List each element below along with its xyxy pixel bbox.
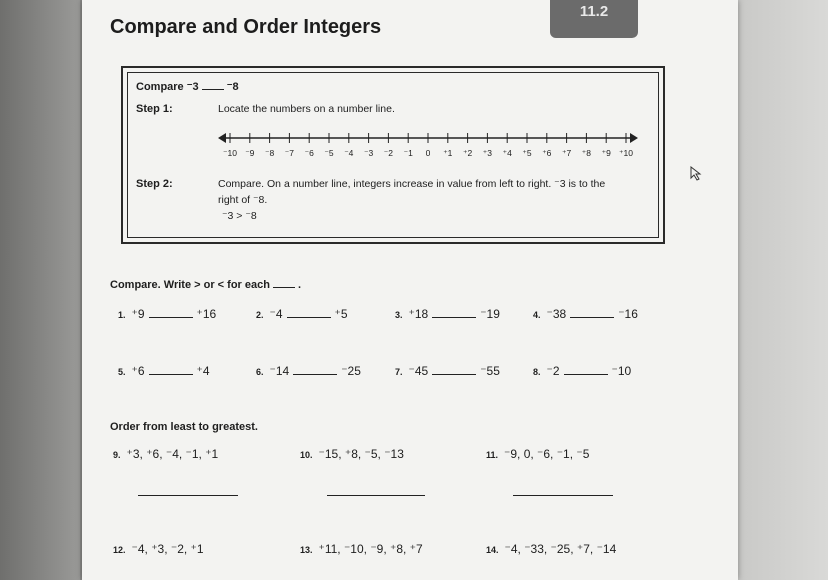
number-line-tick-label: ⁺7 [561,148,572,158]
number-line-tick-label: ⁻1 [403,148,413,158]
step2-label: Step 2: [136,178,173,190]
compare-blank [202,89,224,90]
problem-number: 3. [395,310,403,320]
problem-right-value: ⁻25 [341,364,361,378]
problem-left-value: ⁻45 [408,364,429,378]
problem-left-value: ⁻14 [269,364,290,378]
step2-line1: Compare. On a number line, integers increase in value from left to right. ⁻3 is to the [218,178,606,190]
compare-problem-5 [118,364,210,378]
mouse-cursor-icon [690,166,702,182]
problem-left-value: ⁻4 [269,307,283,321]
problem-values: ⁻4, ⁺3, ⁻2, ⁺1 [131,542,204,556]
example-compare-label: Compare ⁻3 ⁻8 [136,81,239,93]
number-line-tick-label: ⁻4 [344,148,354,158]
number-line [218,128,638,158]
problem-number: 12. [113,545,126,555]
compare-problem-3 [395,307,500,321]
problem-right-value: ⁻16 [618,307,638,321]
problem-number: 10. [300,450,313,460]
step1-text: Locate the numbers on a number line. [218,103,395,115]
answer-blank[interactable] [287,317,331,318]
number-line-tick-label: ⁻5 [324,148,334,158]
compare-problem-6 [256,364,361,378]
number-line-tick-label: ⁺1 [443,148,453,158]
problem-number: 14. [486,545,499,555]
number-line-tick-label: ⁺10 [619,148,633,158]
problem-values: ⁻15, ⁺8, ⁻5, ⁻13 [318,447,404,461]
problem-number: 4. [533,310,541,320]
compare-a: ⁻3 [186,81,199,93]
number-line-tick-label: ⁻10 [223,148,237,158]
number-line-tick-label: ⁺6 [542,148,552,158]
compare-problem-8 [533,364,631,378]
answer-line-10[interactable] [327,495,425,496]
problem-values: ⁻4, ⁻33, ⁻25, ⁺7, ⁻14 [504,542,617,556]
background-left [0,0,80,580]
compare-problem-2 [256,307,348,321]
answer-blank[interactable] [432,317,476,318]
order-problem-14 [486,542,616,556]
problem-number: 11. [486,450,499,460]
compare-problem-7 [395,364,500,378]
order-problem-9 [113,447,218,461]
instruction-blank [273,287,295,288]
background-right [738,0,828,580]
number-line-labels [218,148,638,160]
answer-blank[interactable] [432,374,476,375]
page-title: Compare and Order Integers [110,16,382,38]
left-arrow-icon [218,133,226,143]
problem-left-value: ⁺18 [408,307,429,321]
problem-left-value: ⁺6 [131,364,145,378]
step1-label: Step 1: [136,103,173,115]
lesson-number-tab: 11.2 [550,0,638,38]
section2-instruction: Order from least to greatest. [110,421,258,433]
order-problem-12 [113,542,204,556]
answer-line-11[interactable] [513,495,613,496]
order-problem-11 [486,447,589,461]
number-line-tick-label: ⁻2 [383,148,393,158]
problem-right-value: ⁻10 [611,364,632,378]
problem-number: 9. [113,450,121,460]
compare-problem-4 [533,307,638,321]
problem-number: 2. [256,310,264,320]
number-line-tick-label: ⁺9 [601,148,611,158]
problem-right-value: ⁻19 [480,307,500,321]
number-line-tick-label: 0 [425,148,431,158]
step2-result: ⁻3 > ⁻8 [222,210,257,222]
problem-number: 5. [118,367,126,377]
problem-number: 8. [533,367,541,377]
problem-number: 7. [395,367,403,377]
answer-blank[interactable] [149,374,193,375]
answer-blank[interactable] [570,317,614,318]
number-line-tick-label: ⁻9 [245,148,255,158]
number-line-tick-label: ⁺2 [462,148,473,158]
problem-number: 1. [118,310,126,320]
answer-blank[interactable] [293,374,337,375]
number-line-tick-label: ⁺5 [522,148,532,158]
problem-left-value: ⁻38 [546,307,567,321]
number-line-tick-label: ⁻3 [363,148,374,158]
answer-blank[interactable] [564,374,608,375]
problem-left-value: ⁻2 [546,364,560,378]
step2-line2: right of ⁻8. [218,194,268,206]
compare-b: ⁻8 [226,81,239,93]
number-line-tick-label: ⁻6 [304,148,314,158]
problem-values: ⁺3, ⁺6, ⁻4, ⁻1, ⁺1 [126,447,219,461]
problem-right-value: ⁺4 [196,364,210,378]
problem-left-value: ⁺9 [131,307,145,321]
order-problem-13 [300,542,423,556]
number-line-tick-label: ⁺8 [581,148,591,158]
right-arrow-icon [630,133,638,143]
number-line-tick-label: ⁺3 [482,148,492,158]
number-line-graphic [218,128,638,148]
number-line-tick-label: ⁺4 [502,148,512,158]
order-problem-10 [300,447,404,461]
answer-line-9[interactable] [138,495,238,496]
problem-right-value: ⁺5 [334,307,348,321]
problem-right-value: ⁺16 [196,307,217,321]
problem-values: ⁻9, 0, ⁻6, ⁻1, ⁻5 [504,447,590,461]
section1-instruction: Compare. Write > or < for each . [110,279,302,291]
answer-blank[interactable] [149,317,193,318]
number-line-tick-label: ⁻7 [284,148,294,158]
number-line-tick-label: ⁻8 [264,148,275,158]
problem-right-value: ⁻55 [480,364,500,378]
problem-number: 6. [256,367,264,377]
problem-values: ⁺11, ⁻10, ⁻9, ⁺8, ⁺7 [318,542,423,556]
compare-problem-1 [118,307,216,321]
problem-number: 13. [300,545,313,555]
